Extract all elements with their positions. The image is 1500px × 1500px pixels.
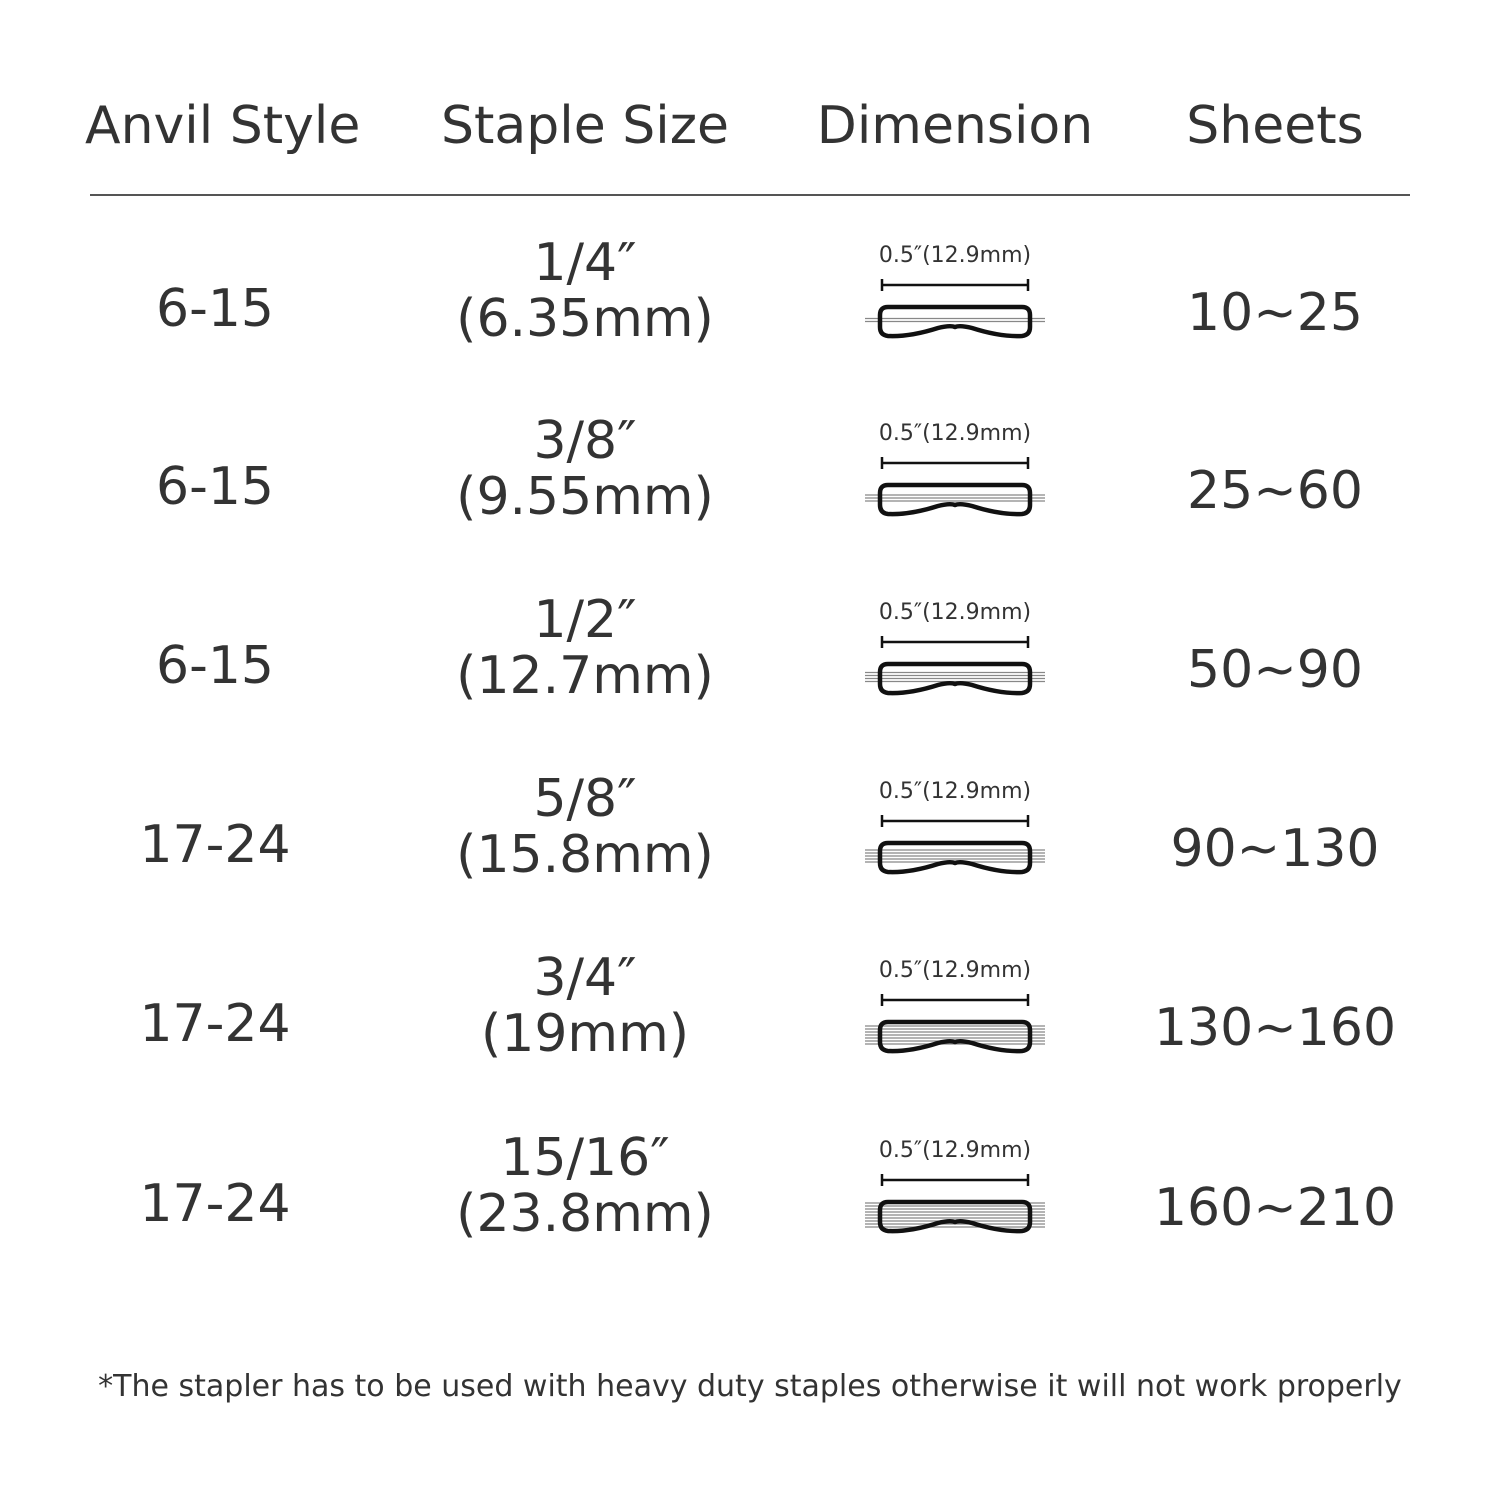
header-sheets: Sheets [1186,96,1364,156]
anvil-style-cell: 17-24 [139,994,291,1054]
measurement-bracket [882,994,1028,1006]
sheets-cell: 25~60 [1187,461,1363,521]
table-row [0,393,1500,573]
dimension-cell [860,1130,1050,1260]
sheets-cell: 130~160 [1153,998,1397,1058]
staple-size-cell [440,592,730,704]
measurement-bracket [882,815,1028,827]
dimension-cell [860,413,1050,543]
anvil-style-cell: 17-24 [139,815,291,875]
dimension-cell [860,771,1050,901]
staple-size-metric: (12.7mm) [456,646,714,706]
measurement-bracket [882,457,1028,469]
table-row [0,1110,1500,1290]
staple-size-cell [440,950,730,1062]
footnote: *The stapler has to be used with heavy duty staples otherwise it will not work properly [98,1369,1402,1404]
staple-dimension-icon [860,630,1050,710]
dimension-cell [860,235,1050,365]
staple-dimension-icon [860,1168,1050,1248]
table-row [0,572,1500,752]
dimension-label: 0.5″(12.9mm) [878,958,1032,983]
anvil-style-cell: 6-15 [155,279,274,339]
staple-outline [880,843,1030,872]
dimension-label: 0.5″(12.9mm) [878,779,1032,804]
staple-size-metric: (6.35mm) [456,289,714,349]
staple-size-metric: (9.55mm) [456,467,714,527]
header-divider [90,194,1410,196]
header-anvil-style: Anvil Style [85,96,361,156]
staple-size-cell [440,413,730,525]
staple-size-fraction: 1/2″ [533,590,637,650]
sheets-cell: 10~25 [1187,283,1363,343]
staple-dimension-icon [860,809,1050,889]
staple-dimension-icon [860,451,1050,531]
dimension-label: 0.5″(12.9mm) [878,600,1032,625]
staple-size-cell [440,235,730,347]
anvil-style-cell: 17-24 [139,1174,291,1234]
staple-size-fraction: 3/8″ [533,411,637,471]
header-staple-size: Staple Size [441,96,729,156]
staple-size-fraction: 1/4″ [533,233,637,293]
staple-size-cell [440,771,730,883]
measurement-bracket [882,1174,1028,1186]
sheets-cell: 90~130 [1170,819,1380,879]
anvil-style-cell: 6-15 [155,457,274,517]
table-row [0,215,1500,395]
staple-size-fraction: 5/8″ [533,769,637,829]
header-dimension: Dimension [816,96,1094,156]
dimension-cell [860,950,1050,1080]
staple-size-metric: (23.8mm) [456,1184,714,1244]
staple-size-metric: (19mm) [480,1004,690,1064]
sheets-cell: 160~210 [1153,1178,1397,1238]
staple-size-fraction: 15/16″ [500,1128,670,1188]
measurement-bracket [882,636,1028,648]
staple-outline [880,485,1030,514]
table-row [0,930,1500,1110]
dimension-cell [860,592,1050,722]
staple-size-fraction: 3/4″ [533,948,637,1008]
staple-dimension-icon [860,273,1050,353]
table-row [0,751,1500,931]
staple-dimension-icon [860,988,1050,1068]
dimension-label: 0.5″(12.9mm) [878,1138,1032,1163]
dimension-label: 0.5″(12.9mm) [878,243,1032,268]
staple-size-cell [440,1130,730,1242]
measurement-bracket [882,279,1028,291]
staple-size-metric: (15.8mm) [456,825,714,885]
dimension-label: 0.5″(12.9mm) [878,421,1032,446]
sheets-cell: 50~90 [1187,640,1363,700]
anvil-style-cell: 6-15 [155,636,274,696]
